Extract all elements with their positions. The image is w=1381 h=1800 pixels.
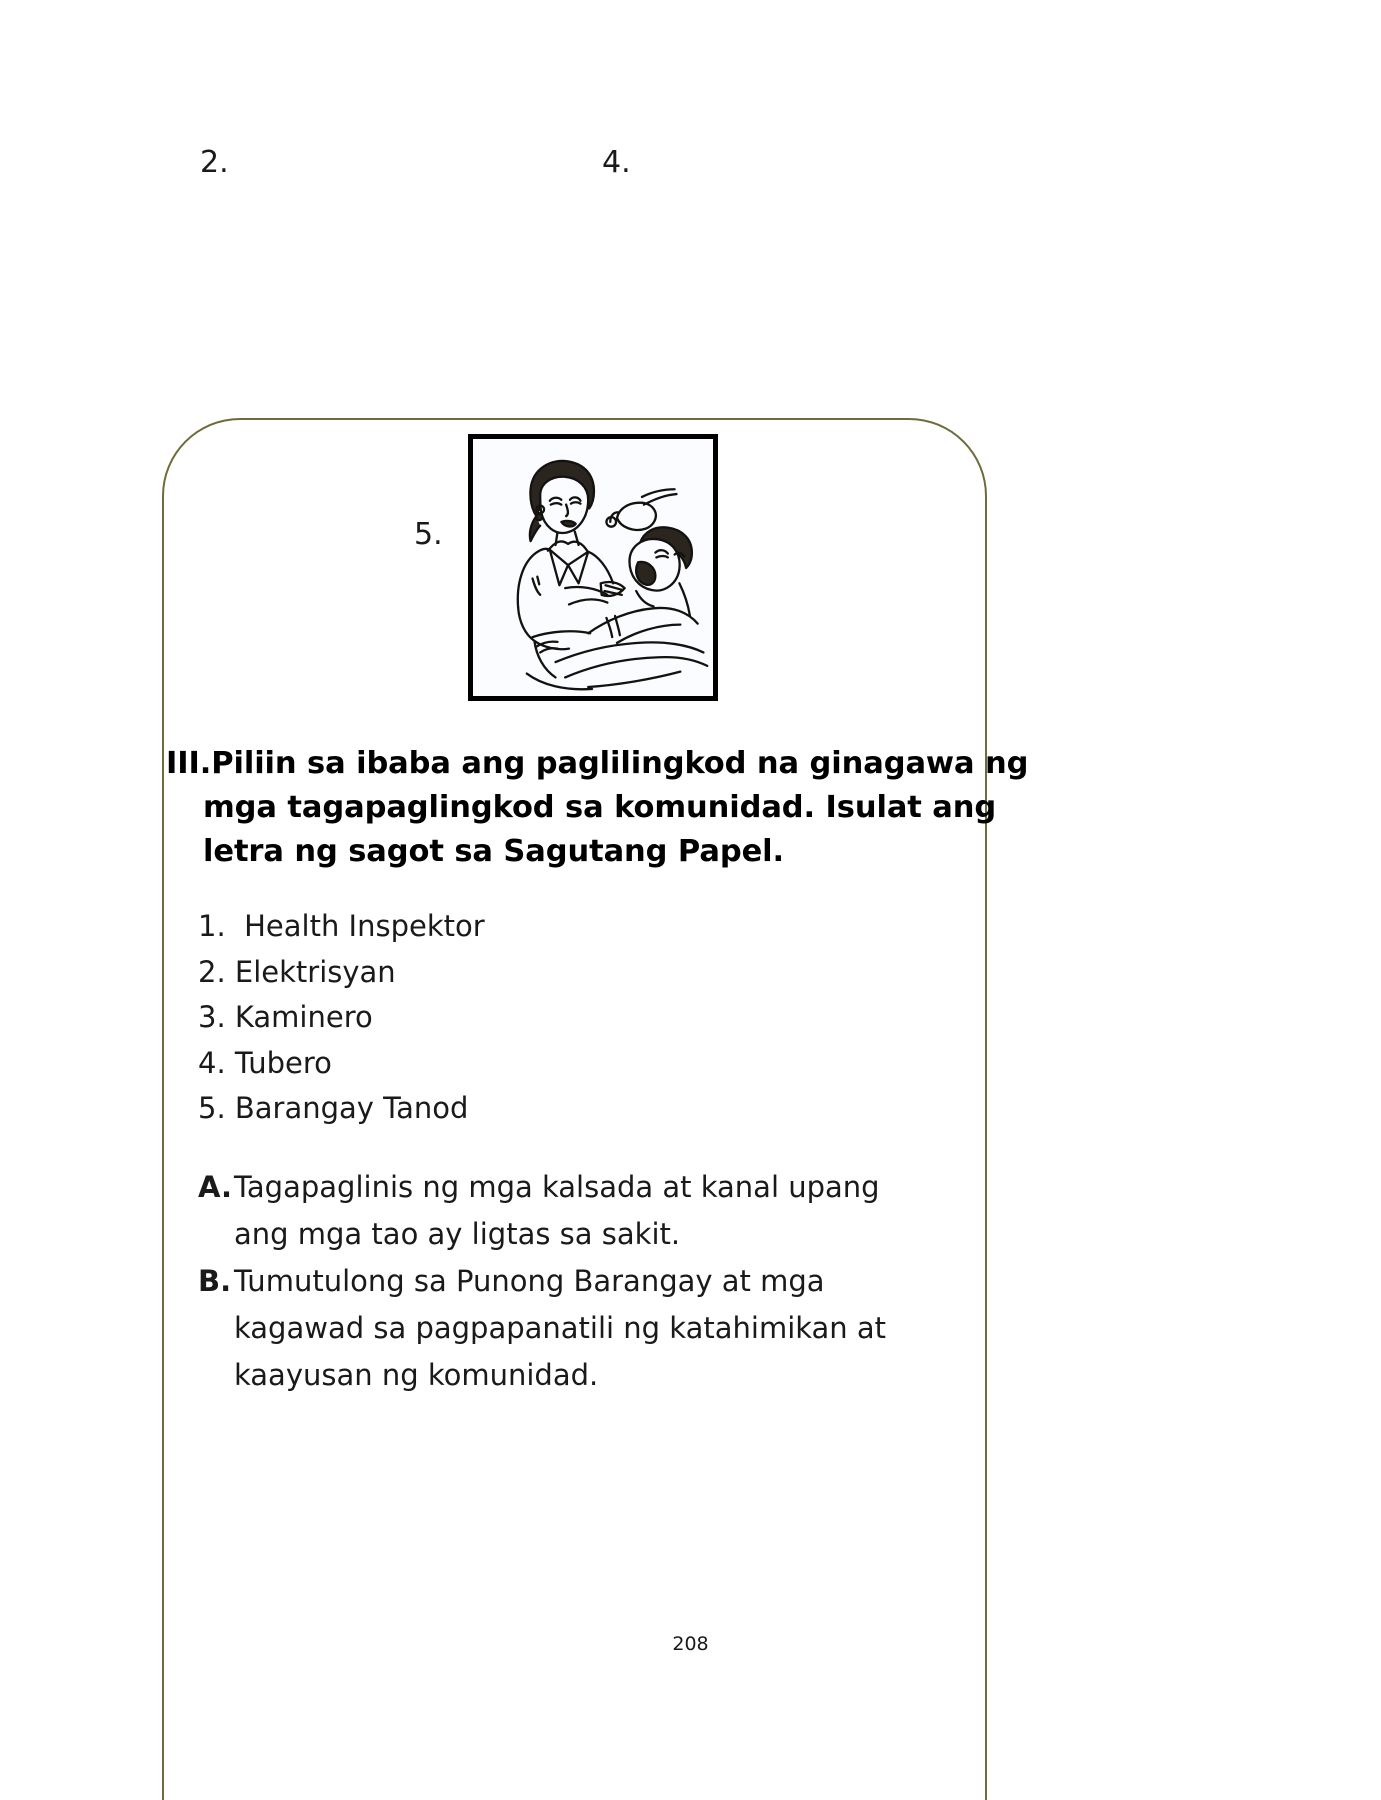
section-iii-heading (162, 742, 1029, 874)
list-item: 2. Elektrisyan (198, 954, 396, 989)
answer-choice-b (198, 1258, 987, 1399)
page-number: 208 (672, 1633, 709, 1655)
answer-choice-a (198, 1164, 987, 1258)
choice-b-line-1: Tumutulong sa Punong Barangay at mga (234, 1263, 825, 1298)
health-worker-examining-patient-icon (468, 434, 718, 701)
item-number-5: 5. (414, 517, 443, 552)
list-item: 4. Tubero (198, 1045, 332, 1080)
list-item: 3. Kaminero (198, 1000, 373, 1034)
list-item: 1. Health Inspektor (198, 909, 485, 943)
item-number-2: 2. (200, 145, 229, 180)
choice-a-line-1: Tagapaglinis ng mga kalsada at kanal upang (234, 1169, 880, 1204)
exercise-body (162, 742, 1029, 1399)
top-item-markers (0, 146, 1381, 196)
item-number-4: 4. (602, 145, 631, 180)
choice-text-b (234, 1258, 987, 1399)
choice-text-a (234, 1164, 987, 1258)
choice-letter-b: B. (198, 1263, 232, 1298)
choice-a-line-2: ang mga tao ay ligtas sa sakit. (234, 1216, 681, 1251)
choice-letter-a: A. (198, 1169, 232, 1204)
illustration-row (162, 430, 987, 705)
heading-line-1: III.Piliin sa ibaba ang paglilingkod na ginagawa ng (166, 746, 1029, 781)
answer-choices-list (162, 1164, 987, 1399)
choice-b-line-2: kagawad sa pagpapanatili ng katahimikan at (234, 1310, 887, 1345)
choice-b-line-3: kaayusan ng komunidad. (234, 1357, 599, 1392)
heading-line-3: letra ng sagot sa Sagutang Papel. (203, 834, 784, 869)
occupation-numbered-list (162, 904, 987, 1132)
list-item: 5. Barangay Tanod (198, 1091, 469, 1125)
heading-line-2: mga tagapaglingkod sa komunidad. Isulat ang (203, 790, 997, 825)
